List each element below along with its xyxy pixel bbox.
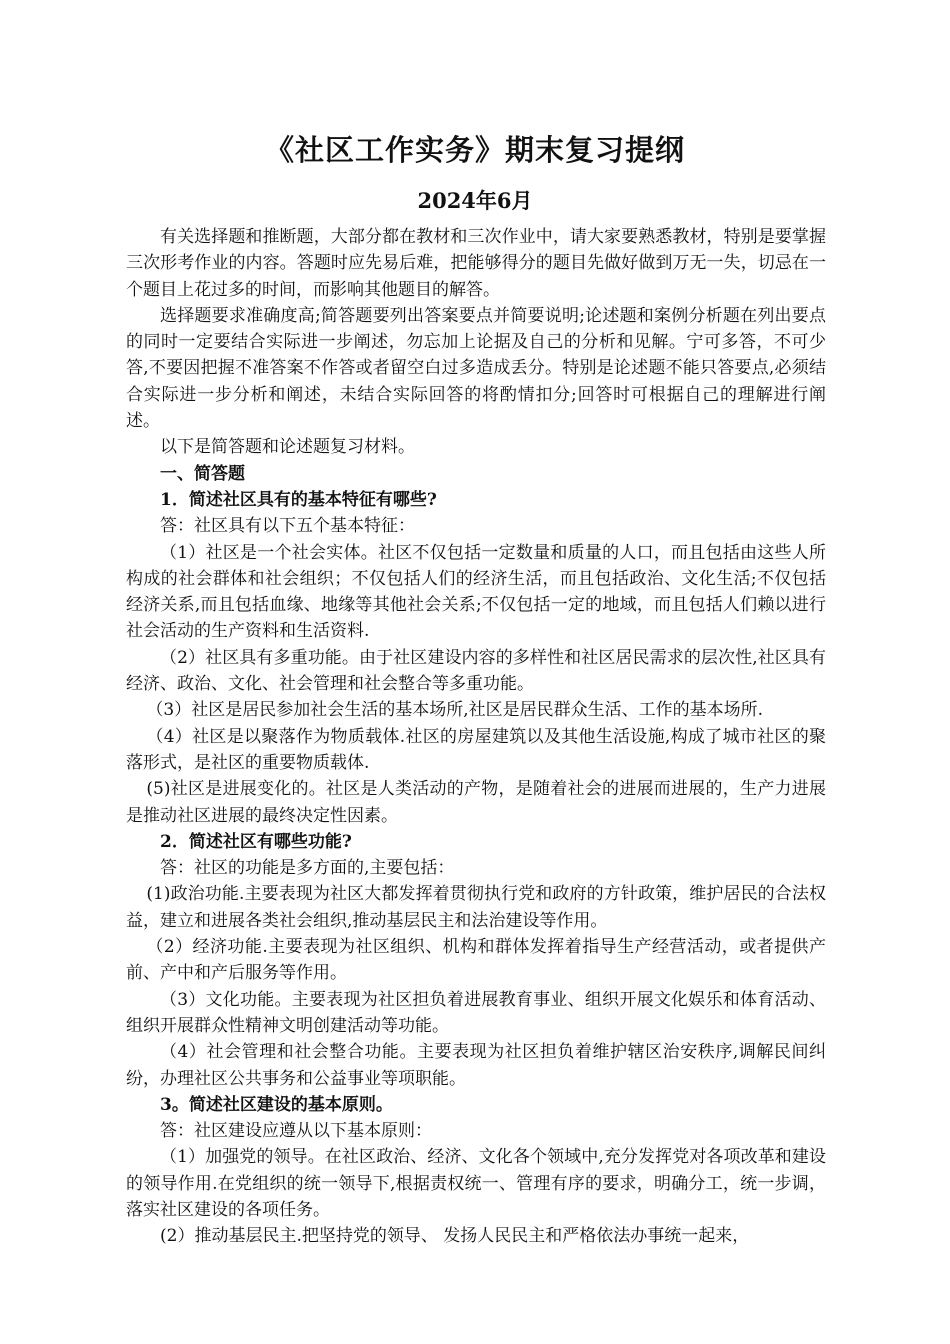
section-heading: 一、简答题 bbox=[160, 463, 245, 484]
document-date: 2024年6月 bbox=[417, 188, 533, 213]
question-heading: 2．简述社区有哪些功能? bbox=[160, 831, 352, 852]
answer-item: (2）推动基层民主.把坚持党的领导、 发扬人民民主和严格依法办事统一起来， bbox=[160, 1226, 750, 1247]
answer-item: (5)社区是进展变化的。社区是人类活动的产物，是随着社会的进展而进展的，生产力进展是推动社区进展的最终决定性因素。 bbox=[126, 779, 826, 826]
intro-paragraph: 有关选择题和推断题，大部分都在教材和三次作业中，请大家要熟悉教材，特别是要掌握三次形考作业的内容。答题时应先易后难，把能够得分的题目先做好做到万无一失，切忌在一个题目上花过多的时间，而影响其他题目的解答。 bbox=[126, 227, 826, 300]
answer-item: （3）社区是居民参加社会生活的基本场所,社区是居民群众生活、工作的基本场所. bbox=[146, 700, 764, 721]
answer-item: （3）文化功能。主要表现为社区担负着进展教育事业、组织开展文化娱乐和体育活动、组织开展群众性精神文明创建活动等功能。 bbox=[126, 989, 826, 1036]
question-heading: 1．简述社区具有的基本特征有哪些? bbox=[160, 489, 437, 510]
answer-item: （1）社区是一个社会实体。社区不仅包括一定数量和质量的人口，而且包括由这些人所构成的社会群体和社会组织；不仅包括人们的经济生活，而且包括政治、文化生活;不仅包括经济关系,而且包括血缘、地缘等其他社会关系;不仅包括一定的地域，而且包括人们赖以进行社会活动的生产资料和生活资料. bbox=[126, 542, 826, 642]
answer-item: （4）社会管理和社会整合功能。主要表现为社区担负着维护辖区治安秩序,调解民间纠纷，办理社区公共事务和公益事业等项职能。 bbox=[126, 1042, 826, 1089]
answer-item: （2）社区具有多重功能。由于社区建设内容的多样性和社区居民需求的层次性,社区具有经济、政治、文化、社会管理和社会整合等多重功能。 bbox=[126, 647, 826, 695]
document-body bbox=[126, 224, 826, 1250]
document-title: 《社区工作实务》期末复习提纲 bbox=[264, 133, 685, 167]
answer-item: （1）加强党的领导。在社区政治、经济、文化各个领域中,充分发挥党对各项改革和建设的领导作用.在党组织的统一领导下,根据责权统一、管理有序的要求，明确分工，统一步调，落实社区建设的各项任务。 bbox=[126, 1147, 826, 1220]
answer-item: （2）经济功能.主要表现为社区组织、机构和群体发挥着指导生产经营活动，或者提供产前、产中和产后服务等作用。 bbox=[126, 937, 826, 984]
question-heading: 3。简述社区建设的基本原则。 bbox=[160, 1094, 393, 1115]
answer-intro: 答：社区具有以下五个基本特征： bbox=[160, 516, 415, 537]
answer-item: （4）社区是以聚落作为物质载体.社区的房屋建筑以及其他生活设施,构成了城市社区的聚落形式，是社区的重要物质载体. bbox=[126, 726, 826, 773]
answer-item: (1)政治功能.主要表现为社区大都发挥着贯彻执行党和政府的方针政策，维护居民的合法权益，建立和进展各类社会组织,推动基层民主和法治建设等作用。 bbox=[126, 884, 826, 931]
answer-intro: 答：社区的功能是多方面的,主要包括： bbox=[160, 858, 455, 879]
answer-intro: 答：社区建设应遵从以下基本原则： bbox=[160, 1121, 432, 1142]
intro-paragraph: 选择题要求准确度高;简答题要列出答案要点并简要说明;论述题和案例分析题在列出要点的同时一定要结合实际进一步阐述，勿忘加上论据及自己的分析和见解。宁可多答，不可少答,不要因把握不准答案不作答或者留空白过多造成丢分。特别是论述题不能只答要点,必须结合实际进一步分析和阐述，未结合实际回答的将酌情扣分;回答时可根据自己的理解进行阐述。 bbox=[126, 305, 826, 432]
intro-paragraph: 以下是简答题和论述题复习材料。 bbox=[160, 437, 415, 458]
